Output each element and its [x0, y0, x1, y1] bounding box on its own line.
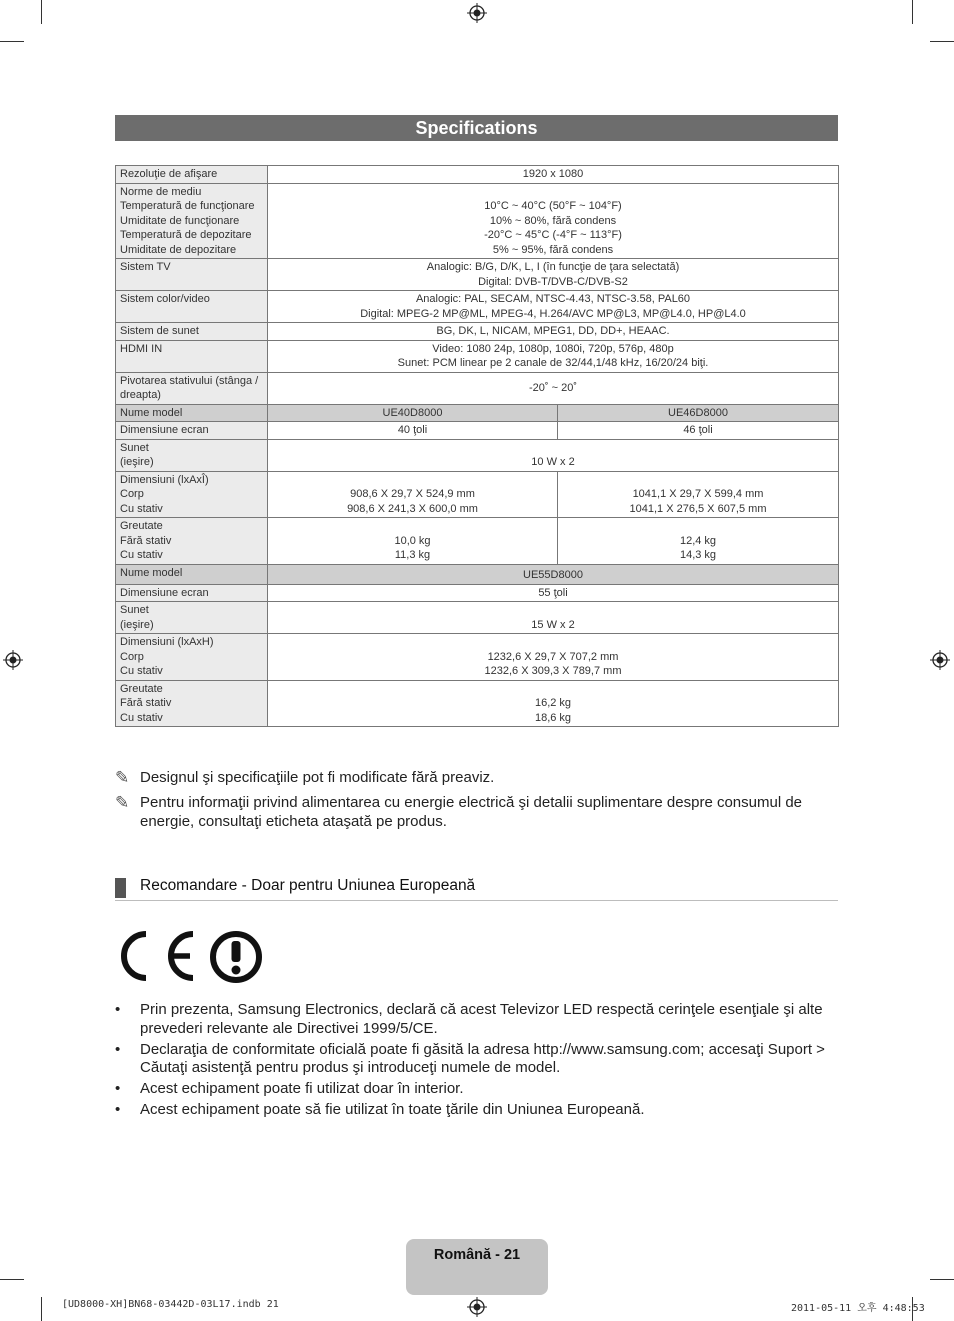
table-row	[116, 584, 839, 602]
row-label: Sistem color/video	[116, 291, 268, 323]
compliance-marks	[120, 930, 270, 986]
table-row	[116, 291, 839, 323]
registration-mark-icon	[930, 650, 950, 670]
row-value: 10 W x 2	[268, 439, 839, 471]
heading-marker	[115, 878, 126, 898]
table-row	[116, 471, 839, 518]
row-label: Greutate Fără stativ Cu stativ	[116, 518, 268, 565]
bullet-icon: •	[115, 1101, 121, 1118]
row-value: 16,2 kg 18,6 kg	[268, 680, 839, 727]
table-row	[116, 183, 839, 259]
alert-class-icon	[208, 930, 264, 986]
row-label: Nume model	[116, 404, 268, 422]
table-row	[116, 323, 839, 341]
row-label: Dimensiuni (lxAxÎ) Corp Cu stativ	[116, 471, 268, 518]
bullet-icon: •	[115, 1080, 121, 1097]
spec-table	[115, 165, 839, 727]
row-value: 1041,1 X 29,7 X 599,4 mm 1041,1 X 276,5 X 607,5 mm	[558, 471, 839, 518]
crop-mark	[0, 41, 24, 42]
notes-list	[115, 768, 838, 837]
row-value: 40 ţoli	[268, 422, 558, 440]
row-label: Pivotarea stativului (stânga / dreapta)	[116, 372, 268, 404]
print-file-label: [UD8000-XH]BN68-03442D-03L17.indb 21	[62, 1299, 279, 1310]
page-number: Română - 21	[406, 1239, 548, 1295]
row-value: Video: 1080 24p, 1080p, 1080i, 720p, 576p, 480p Sunet: PCM linear pe 2 canale de 32/44,1/48 kHz, 16/20/24 biţi.	[268, 340, 839, 372]
pencil-icon: ✎	[115, 793, 130, 812]
print-timestamp: 2011-05-11 오후 4:48:53	[791, 1303, 925, 1314]
table-row	[116, 439, 839, 471]
row-label: Dimensiuni (lxAxH) Corp Cu stativ	[116, 634, 268, 681]
row-label: Sistem de sunet	[116, 323, 268, 341]
row-value: Analogic: B/G, D/K, L, I (în funcţie de ţara selectată) Digital: DVB-T/DVB-C/DVB-S2	[268, 259, 839, 291]
row-value: -20˚ ~ 20˚	[268, 372, 839, 404]
list-item: • Acest echipament poate fi utilizat doar în interior.	[115, 1080, 464, 1097]
row-value: 12,4 kg 14,3 kg	[558, 518, 839, 565]
table-row	[116, 422, 839, 440]
row-value: 908,6 X 29,7 X 524,9 mm 908,6 X 241,3 X 600,0 mm	[268, 471, 558, 518]
pencil-icon: ✎	[115, 768, 130, 787]
registration-mark-icon	[467, 3, 487, 23]
crop-mark	[41, 0, 42, 24]
row-label: Sistem TV	[116, 259, 268, 291]
table-row	[116, 564, 839, 584]
crop-mark	[0, 1279, 24, 1280]
list-item: • Prin prezenta, Samsung Electronics, declară că acest Televizor LED respectă cerinţele esenţiale şi alte prevederi relevante ale Directivei 1999/5/CE.	[115, 1001, 823, 1037]
note-item: ✎ Pentru informaţii privind alimentarea cu energie electrică şi detalii suplimentare despre consumul de energie, consultaţi eticheta ataşată pe produs.	[115, 793, 802, 830]
row-label: Dimensiune ecran	[116, 422, 268, 440]
row-value: BG, DK, L, NICAM, MPEG1, DD, DD+, HEAAC.	[268, 323, 839, 341]
row-value: 10°C ~ 40°C (50°F ~ 104°F) 10% ~ 80%, fără condens -20°C ~ 45°C (-4°F ~ 113°F) 5% ~ 95%, fără condens	[268, 183, 839, 259]
table-row	[116, 602, 839, 634]
row-value: Analogic: PAL, SECAM, NTSC-4.43, NTSC-3.58, PAL60 Digital: MPEG-2 MP@ML, MPEG-4, H.264/AVC MP@L3, MP@L4.0, HP@L4.0	[268, 291, 839, 323]
table-row	[116, 680, 839, 727]
row-label: Sunet (ieşire)	[116, 439, 268, 471]
bullet-list	[115, 1001, 838, 1122]
row-value: 10,0 kg 11,3 kg	[268, 518, 558, 565]
crop-mark	[930, 1279, 954, 1280]
model-name: UE55D8000	[268, 564, 839, 584]
bullet-icon: •	[115, 1040, 121, 1058]
list-item: • Declaraţia de conformitate oficială poate fi găsită la adresa http://www.samsung.com; accesaţi Suport > Căutaţi asistenţă pentru produs şi introduceţi numele de model.	[115, 1040, 825, 1076]
crop-mark	[912, 0, 913, 24]
row-value: 46 ţoli	[558, 422, 839, 440]
bullet-icon: •	[115, 1001, 121, 1018]
row-label: HDMI IN	[116, 340, 268, 372]
list-item: • Acest echipament poate să fie utilizat în toate ţările din Uniunea Europeană.	[115, 1101, 645, 1118]
row-label: Dimensiune ecran	[116, 584, 268, 602]
table-row	[116, 166, 839, 184]
table-row	[116, 372, 839, 404]
registration-mark-icon	[467, 1297, 487, 1317]
registration-mark-icon	[3, 650, 23, 670]
crop-mark	[41, 1297, 42, 1321]
row-label: Rezoluţie de afişare	[116, 166, 268, 184]
table-row	[116, 518, 839, 565]
section-heading: Recomandare - Doar pentru Uniunea Europeană	[115, 876, 838, 901]
row-value: 55 ţoli	[268, 584, 839, 602]
row-value: 15 W x 2	[268, 602, 839, 634]
table-row	[116, 259, 839, 291]
crop-mark	[930, 41, 954, 42]
table-row	[116, 634, 839, 681]
note-item: ✎ Designul şi specificaţiile pot fi modificate fără preaviz.	[115, 768, 495, 787]
row-label: Sunet (ieşire)	[116, 602, 268, 634]
row-label: Nume model	[116, 564, 268, 584]
row-label: Norme de mediu Temperatură de funcţionare Umiditate de funcţionare Temperatură de depozitare Umiditate de depozitare	[116, 183, 268, 259]
table-row	[116, 404, 839, 422]
page-title: Specifications	[115, 115, 838, 141]
model-name: UE40D8000	[268, 404, 558, 422]
model-name: UE46D8000	[558, 404, 839, 422]
row-value: 1920 x 1080	[268, 166, 839, 184]
row-label: Greutate Fără stativ Cu stativ	[116, 680, 268, 727]
table-row	[116, 340, 839, 372]
row-value: 1232,6 X 29,7 X 707,2 mm 1232,6 X 309,3 X 789,7 mm	[268, 634, 839, 681]
